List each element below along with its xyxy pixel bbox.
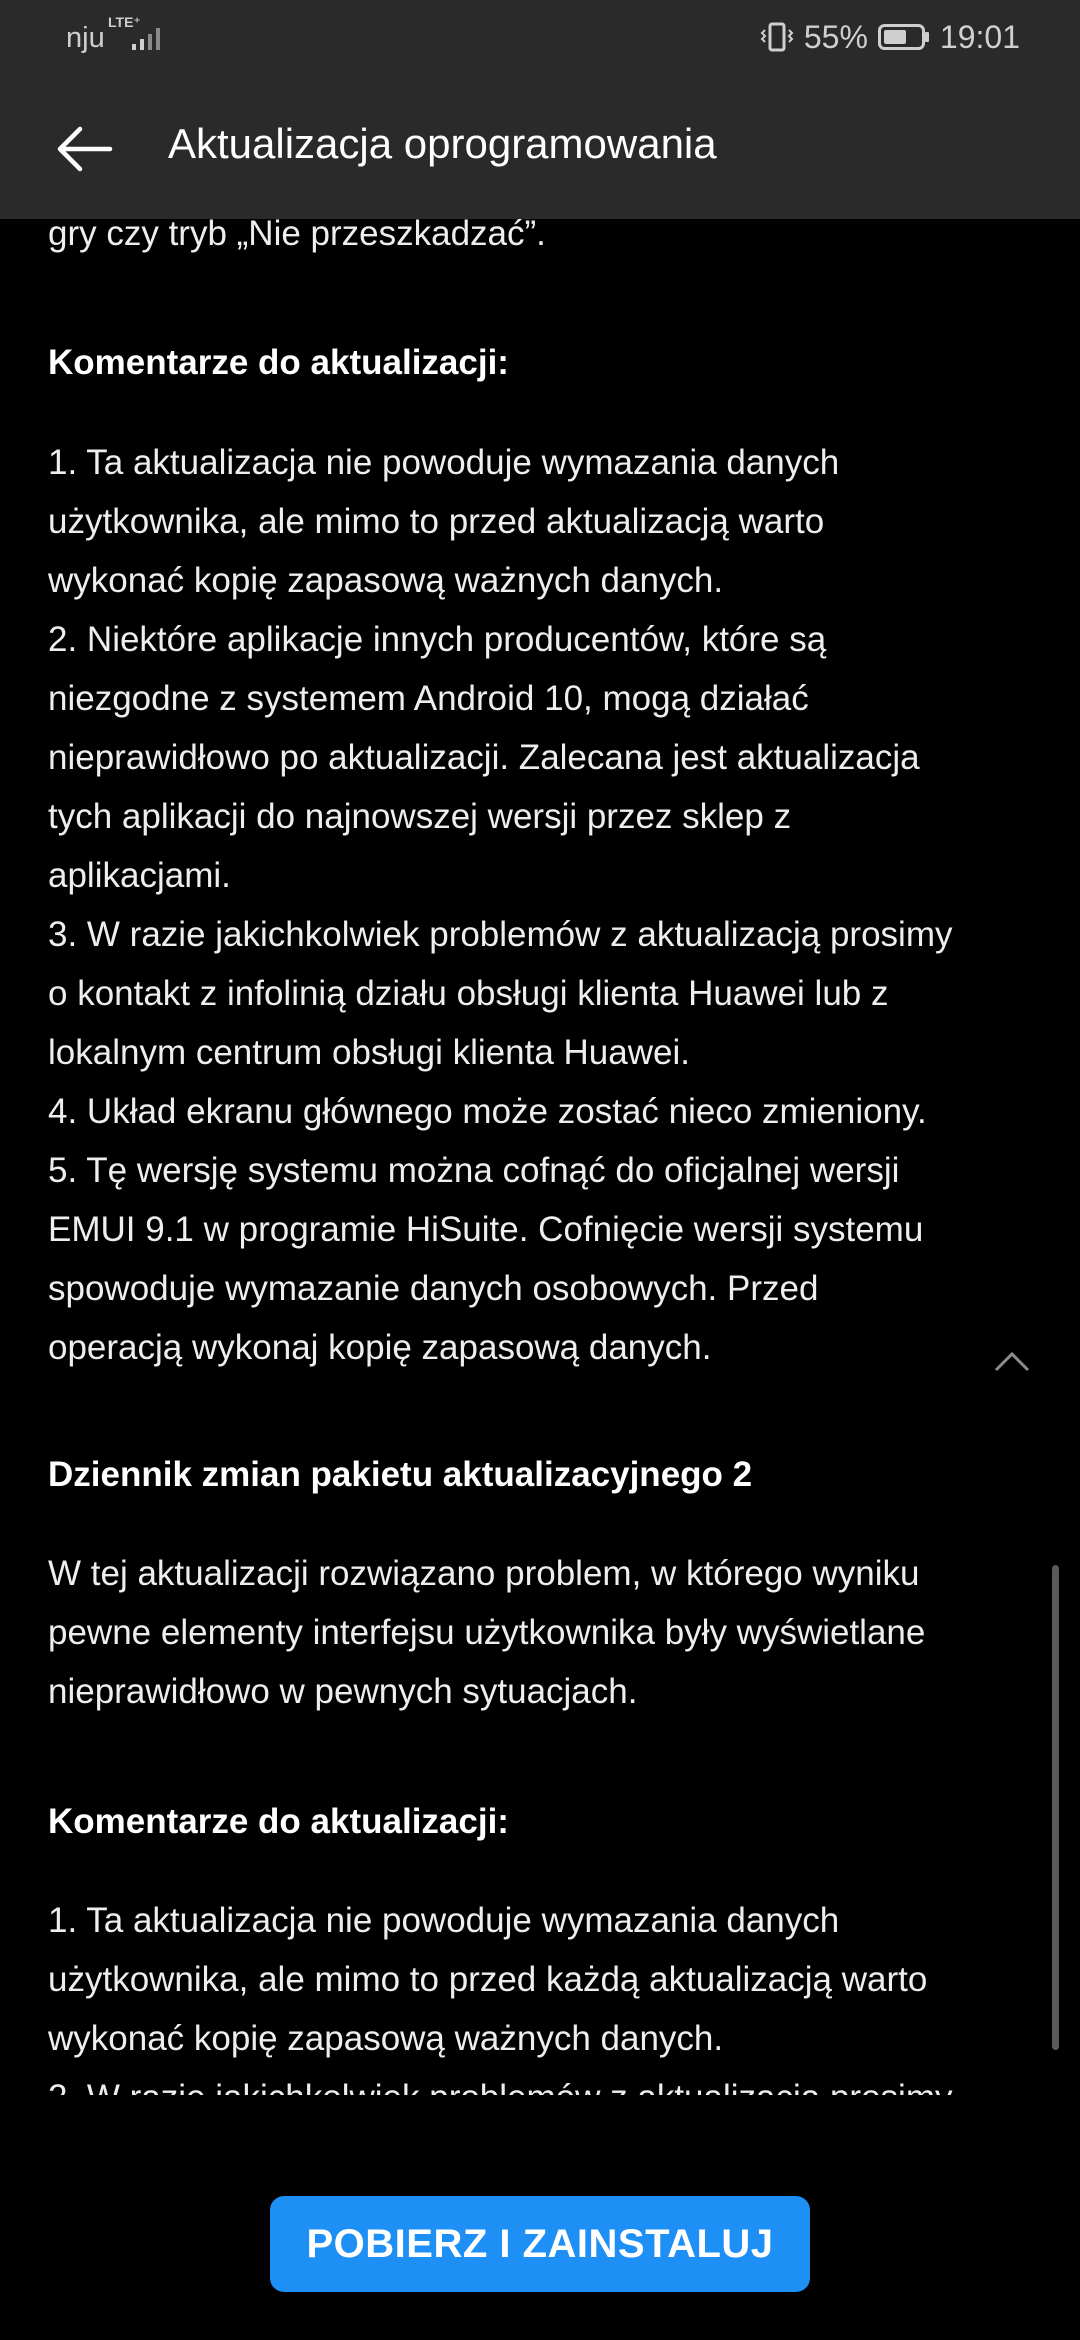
text-line: nieprawidłowo w pewnych sytuacjach. bbox=[48, 1672, 638, 1711]
scrollbar[interactable] bbox=[1052, 1565, 1059, 2050]
section-heading bbox=[48, 1792, 1038, 1851]
text-line: 1. Ta aktualizacja nie powoduje wymazania danych bbox=[48, 443, 840, 482]
battery-percent: 55% bbox=[803, 18, 868, 55]
page-title: Aktualizacja oprogramowania bbox=[168, 120, 717, 167]
text-line: wykonać kopię zapasową ważnych danych. bbox=[48, 2019, 724, 2058]
text-line: nieprawidłowo po aktualizacji. Zalecana jest aktualizacja bbox=[48, 738, 920, 777]
network-type: LTE⁺ bbox=[108, 14, 141, 30]
text-line: operacją wykonaj kopię zapasową danych. bbox=[48, 1328, 712, 1367]
text-line: W tej aktualizacji rozwiązano problem, w którego wyniku bbox=[48, 1554, 920, 1593]
text-line: użytkownika, ale mimo to przed każdą aktualizacją warto bbox=[48, 1960, 928, 1999]
text-line: 3. W razie jakichkolwiek problemów z aktualizacją prosimy bbox=[48, 915, 953, 954]
release-notes[interactable] bbox=[0, 214, 1080, 2095]
paragraph bbox=[48, 1891, 1038, 2127]
status-bar bbox=[0, 0, 1080, 75]
section-heading bbox=[48, 1445, 1038, 1504]
text-line: 1. Ta aktualizacja nie powoduje wymazania danych bbox=[48, 1901, 840, 1940]
section-heading bbox=[48, 333, 1038, 392]
download-install-button[interactable]: POBIERZ I ZAINSTALUJ bbox=[270, 2196, 810, 2292]
text-line: spowoduje wymazanie danych osobowych. Przed bbox=[48, 1269, 819, 1308]
text-line: tych aplikacji do najnowszej wersji przez sklep z bbox=[48, 797, 792, 836]
paragraph bbox=[48, 1544, 1038, 1721]
text-line: lokalnym centrum obsługi klienta Huawei. bbox=[48, 1033, 690, 1072]
bottom-action-area bbox=[0, 2095, 1080, 2340]
heading-text: Komentarze do aktualizacji: bbox=[48, 1802, 509, 1841]
text-line: 5. Tę wersję systemu można cofnąć do oficjalnej wersji bbox=[48, 1151, 900, 1190]
text-line: gry czy tryb „Nie przeszkadzać”. bbox=[48, 214, 546, 253]
clock: 19:01 bbox=[939, 18, 1020, 55]
app-bar bbox=[0, 75, 1080, 219]
text-line: o kontakt z infolinią działu obsługi klienta Huawei lub z bbox=[48, 974, 889, 1013]
status-right bbox=[760, 16, 1020, 58]
text-line: pewne elementy interfejsu użytkownika były wyświetlane bbox=[48, 1613, 926, 1652]
vibrate-icon bbox=[760, 20, 794, 54]
back-button[interactable] bbox=[44, 111, 124, 187]
signal-icon bbox=[108, 14, 172, 58]
text-line: użytkownika, ale mimo to przed aktualizacją warto bbox=[48, 502, 825, 541]
text-line: EMUI 9.1 w programie HiSuite. Cofnięcie wersji systemu bbox=[48, 1210, 924, 1249]
heading-text: Dziennik zmian pakietu aktualizacyjnego 2 bbox=[48, 1455, 753, 1494]
text-line: aplikacjami. bbox=[48, 856, 231, 895]
paragraph bbox=[48, 433, 1038, 1377]
text-line: 4. Układ ekranu głównego może zostać nieco zmieniony. bbox=[48, 1092, 927, 1131]
heading-text: Komentarze do aktualizacji: bbox=[48, 343, 509, 382]
text-line: niezgodne z systemem Android 10, mogą działać bbox=[48, 679, 809, 718]
text-line: 2. Niektóre aplikacje innych producentów, które są bbox=[48, 620, 827, 659]
chevron-up-icon[interactable] bbox=[990, 1340, 1034, 1384]
text-line: wykonać kopię zapasową ważnych danych. bbox=[48, 561, 724, 600]
battery-icon bbox=[878, 24, 930, 50]
paragraph bbox=[48, 204, 1038, 263]
arrow-left-icon bbox=[54, 124, 114, 174]
carrier-name: nju bbox=[66, 22, 105, 54]
